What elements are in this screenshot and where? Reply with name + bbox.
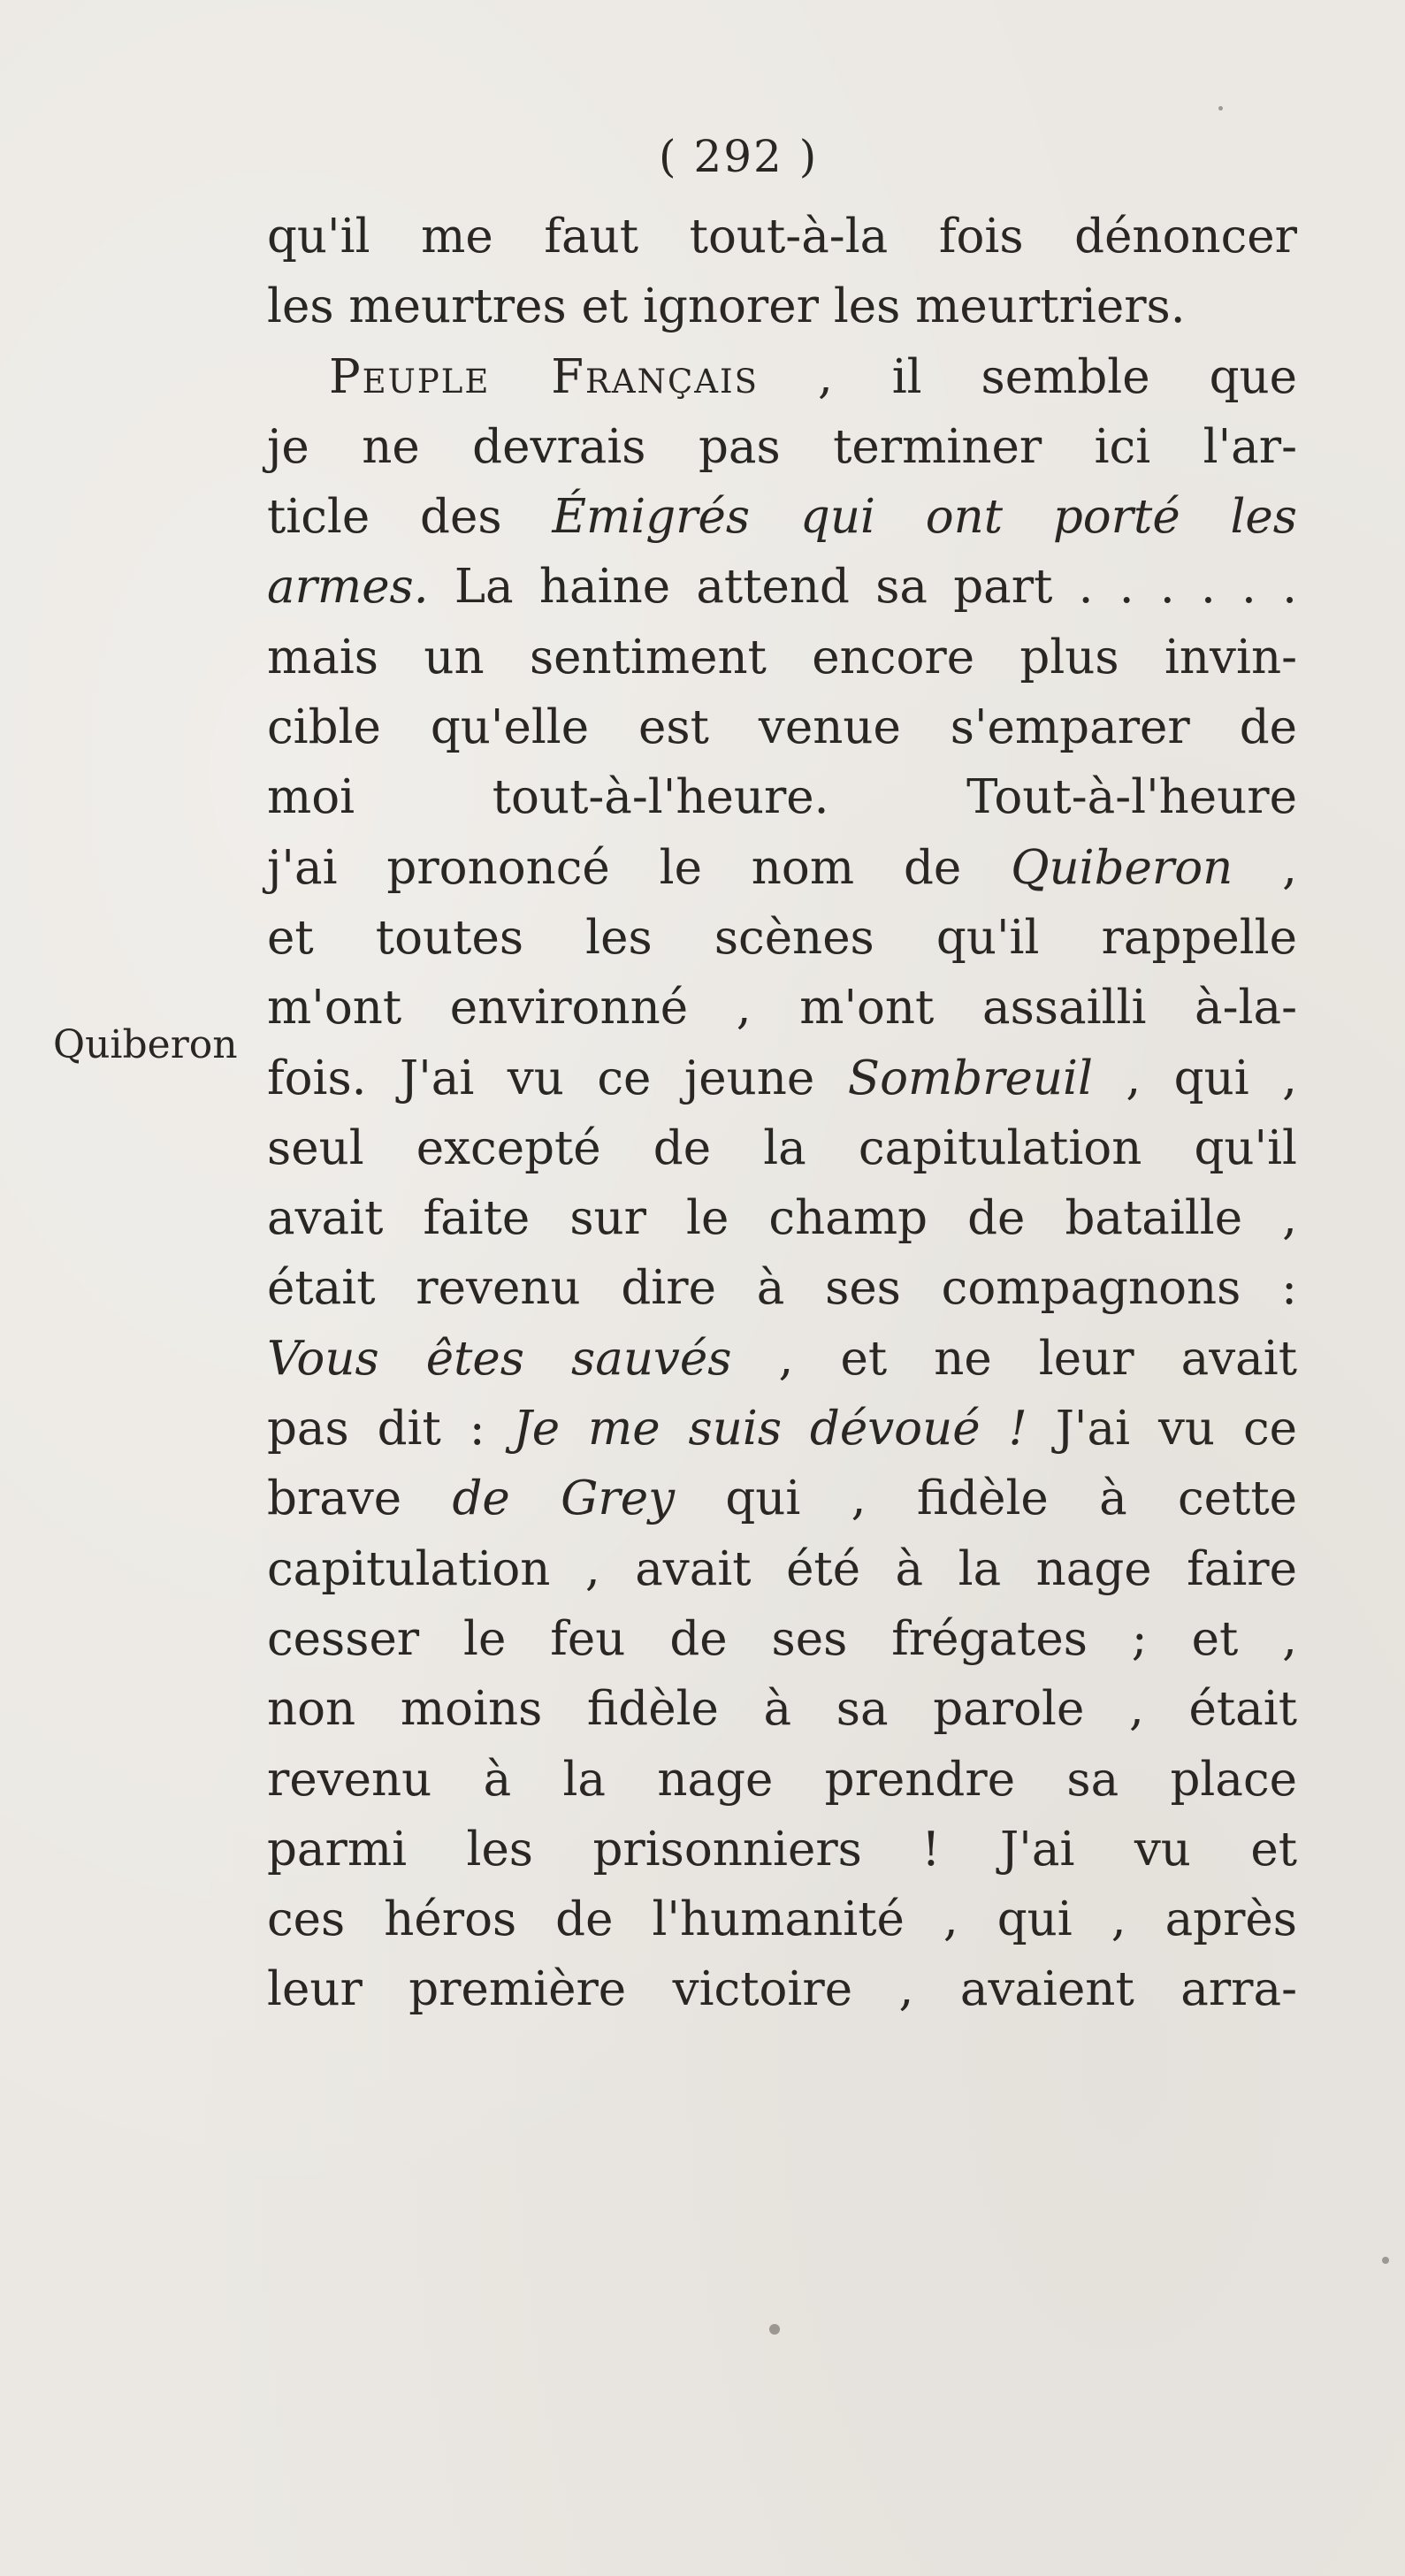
line-segment: , il semble que: [759, 349, 1297, 404]
text-line-8: [267, 692, 1297, 762]
text-line-3: [267, 342, 1297, 412]
line-segment: leur première victoire , avaient arra-: [267, 1962, 1297, 2017]
line-segment: , qui ,: [1092, 1051, 1297, 1105]
line-segment: les meurtres et ignorer les meurtriers.: [267, 279, 1186, 334]
line-segment: parmi les prisonniers ! J'ai vu et: [267, 1822, 1297, 1877]
line-segment: Émigrés qui ont porté les: [552, 490, 1297, 545]
text-line-7: [267, 623, 1297, 692]
line-segment: moi tout-à-l'heure. Tout-à-l'heure: [267, 770, 1297, 825]
text-line-12: [267, 973, 1297, 1043]
line-segment: Sombreuil: [847, 1051, 1093, 1105]
margin-note: Quiberon: [53, 1022, 238, 1067]
text-line-19: [267, 1464, 1297, 1533]
line-segment: m'ont environné , m'ont assailli à-la-: [267, 981, 1297, 1036]
line-segment: qui , fidèle à cette: [675, 1471, 1298, 1526]
text-line-6: [267, 552, 1297, 622]
line-segment: J'ai vu ce: [1027, 1402, 1297, 1456]
line-segment: brave: [267, 1471, 453, 1526]
line-segment: ,: [1233, 840, 1298, 895]
page-number: ( 292 ): [659, 131, 819, 182]
line-segment: capitulation , avait été à la nage faire: [267, 1541, 1297, 1596]
text-line-25: [267, 1884, 1297, 1954]
text-line-24: [267, 1815, 1297, 1884]
text-line-16: [267, 1253, 1297, 1323]
line-segment: cesser le feu de ses frégates ; et ,: [267, 1611, 1297, 1666]
line-segment: Peuple Français: [329, 349, 759, 404]
line-segment: j'ai prononcé le nom de: [267, 840, 1012, 895]
line-segment: La haine attend sa part . . . . . .: [428, 560, 1297, 615]
text-line-20: [267, 1534, 1297, 1604]
text-line-11: [267, 903, 1297, 973]
line-segment: de Grey: [452, 1471, 676, 1526]
line-segment: non moins fidèle à sa parole , était: [267, 1682, 1297, 1737]
text-line-23: [267, 1745, 1297, 1815]
line-segment: armes.: [267, 560, 429, 615]
body-text: [267, 202, 1297, 2025]
text-line-10: [267, 833, 1297, 903]
text-line-18: [267, 1394, 1297, 1464]
line-segment: ticle des: [267, 490, 553, 545]
text-line-22: [267, 1674, 1297, 1744]
line-segment: pas dit :: [267, 1402, 514, 1456]
text-line-2: [267, 271, 1297, 341]
text-line-5: [267, 482, 1297, 552]
line-segment: revenu à la nage prendre sa place: [267, 1752, 1297, 1807]
line-segment: mais un sentiment encore plus invin-: [267, 630, 1297, 684]
text-line-9: [267, 762, 1297, 832]
line-segment: Vous êtes sauvés: [267, 1331, 732, 1386]
line-segment: qu'il me faut tout-à-la fois dénoncer: [267, 210, 1297, 264]
line-segment: , et ne leur avait: [731, 1331, 1298, 1386]
line-segment: fois. J'ai vu ce jeune: [267, 1051, 848, 1105]
line-segment: était revenu dire à ses compagnons :: [267, 1261, 1297, 1316]
line-segment: seul excepté de la capitulation qu'il: [267, 1120, 1297, 1175]
line-segment: cible qu'elle est venue s'emparer de: [267, 700, 1297, 755]
line-segment: Quiberon: [1011, 840, 1233, 895]
text-line-26: [267, 1954, 1297, 2024]
text-line-15: [267, 1183, 1297, 1253]
text-line-14: [267, 1113, 1297, 1183]
text-line-4: [267, 412, 1297, 482]
text-line-17: [267, 1324, 1297, 1394]
text-line-21: [267, 1604, 1297, 1674]
line-segment: je ne devrais pas terminer ici l'ar-: [267, 419, 1297, 474]
text-line-13: [267, 1043, 1297, 1113]
line-segment: avait faite sur le champ de bataille ,: [267, 1191, 1297, 1246]
line-segment: Je me suis dévoué !: [513, 1402, 1027, 1456]
line-segment: ces héros de l'humanité , qui , après: [267, 1892, 1297, 1947]
line-segment: et toutes les scènes qu'il rappelle: [267, 910, 1297, 965]
text-line-1: [267, 202, 1297, 271]
